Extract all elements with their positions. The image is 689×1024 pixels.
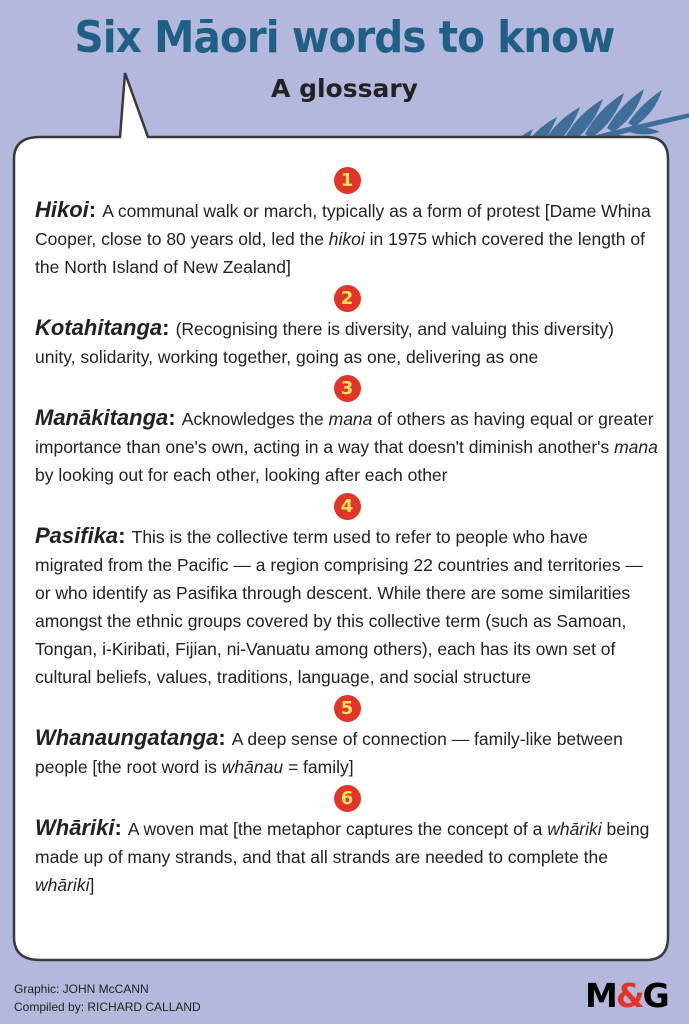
entry-text: Pasifika: This is the collective term used to refer to people who have migrated from the Pacific — a region comprising 22 countries and territories — or who identify as Pasifika through descent. While there are some similarities amongst the ethnic groups covered by this collective term (such as Samoan, Tongan, i-Kiribati, Fijian, ni-Vanuatu among others), each has its own set of cultural beliefs, values, traditions, language, and social structure: [35, 523, 643, 687]
glossary-entry-6: [35, 785, 659, 899]
glossary-entry-2: [35, 285, 659, 371]
number-badge: 6: [334, 785, 361, 812]
number-badge: 3: [334, 375, 361, 402]
glossary-entry-4: [35, 493, 659, 691]
definition: (Recognising there is diversity, and valuing this diversity) unity, solidarity, working together, going as one, delivering as one: [35, 319, 614, 367]
term: Pasifika: [35, 523, 119, 548]
entry-text: Whāriki: A woven mat [the metaphor captures the concept of a whāriki being made up of many strands, and that all strands are needed to complete the whāriki]: [35, 815, 650, 895]
definition: Acknowledges the: [181, 409, 329, 429]
number-badge: 2: [334, 285, 361, 312]
logo-ampersand: &: [615, 976, 643, 1015]
entry-text: Hikoi: A communal walk or march, typically as a form of protest [Dame Whina Cooper, close to 80 years old, led the hikoi in 1975 which covered the length of the North Island of New Zealand]: [35, 197, 651, 277]
glossary-entry-1: [35, 167, 659, 281]
page-subtitle: A glossary: [271, 74, 418, 103]
entry-text: Whanaungatanga: A deep sense of connection — family-like between people [the root word is whānau = family]: [35, 725, 623, 777]
definition: This is the collective term used to refer to people who have migrated from the Pacific — a region comprising 22 countries and territories — or who identify as Pasifika through descent. While there are some similarities amongst the ethnic groups covered by this collective term (such as Samoan, Tongan, i-Kiribati, Fijian, ni-Vanuatu among others), each has its own set of cultural beliefs, values, traditions, language, and social structure: [35, 527, 643, 687]
compiled-credit: Compiled by: RICHARD CALLAND: [14, 1000, 201, 1014]
entry-text: Manākitanga: Acknowledges the mana of others as having equal or greater importance than one's own, acting in a way that doesn't diminish another's mana by looking out for each other, looking after each other: [35, 405, 658, 485]
definition-italic: mana: [614, 437, 658, 457]
definition: of others as having equal or greater importance than one's own, acting in a way that doesn't diminish another's: [35, 409, 654, 457]
page-title: Six Māori words to know: [74, 12, 615, 63]
definition: in 1975 which covered the length of the North Island of New Zealand]: [35, 229, 645, 277]
graphic-credit: Graphic: JOHN McCANN: [14, 982, 149, 996]
definition: being made up of many strands, and that all strands are needed to complete the: [35, 819, 650, 867]
definition: A communal walk or march, typically as a form of protest [Dame Whina Cooper, close to 80 years old, led the: [35, 201, 651, 249]
definition-italic: whāriki: [35, 875, 90, 895]
entry-text: Kotahitanga: (Recognising there is diversity, and valuing this diversity) unity, solidarity, working together, going as one, delivering as one: [35, 315, 614, 367]
number-badge: 1: [334, 167, 361, 194]
definition: = family]: [283, 757, 354, 777]
number-badge: 5: [334, 695, 361, 722]
definition-italic: whānau: [221, 757, 284, 777]
definition: by looking out for each other, looking after each other: [35, 465, 448, 485]
glossary-entry-5: [35, 695, 659, 781]
definition-italic: whāriki: [547, 819, 602, 839]
definition-italic: hikoi: [328, 229, 365, 249]
definition-italic: mana: [328, 409, 373, 429]
credits: [14, 980, 201, 1016]
logo-m: M: [585, 976, 616, 1015]
definition: ]: [89, 875, 95, 895]
logo-g: G: [642, 976, 668, 1015]
number-badge: 4: [334, 493, 361, 520]
term: Whāriki: [35, 815, 115, 840]
definition: A woven mat [the metaphor captures the concept of a: [127, 819, 548, 839]
definition: A deep sense of connection — family-like between people [the root word is: [35, 729, 623, 777]
term: Kotahitanga: [35, 315, 163, 340]
glossary-list: [35, 163, 659, 899]
glossary-entry-3: [35, 375, 659, 489]
term: Manākitanga: [35, 405, 169, 430]
term: Hikoi: [35, 197, 89, 222]
term: Whanaungatanga: [35, 725, 219, 750]
mg-logo: [585, 976, 675, 1016]
